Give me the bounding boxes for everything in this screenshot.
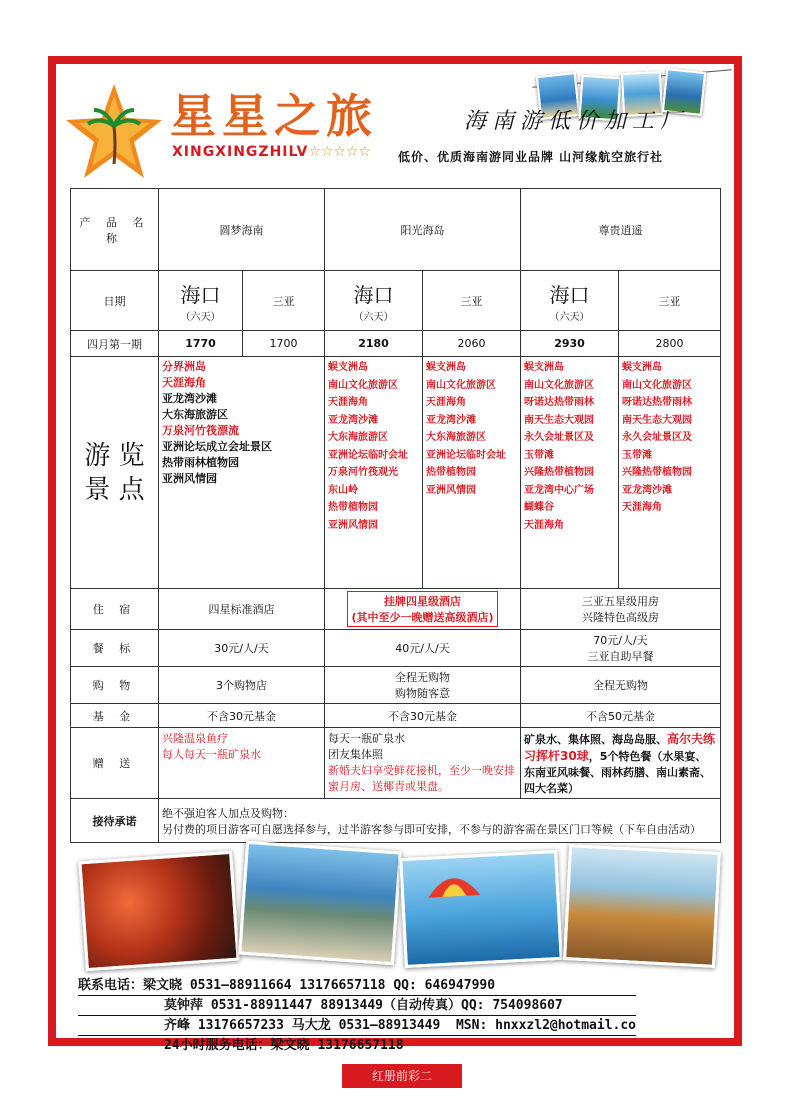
- sanya-cell: 三亚: [423, 271, 521, 331]
- spot-item: 天涯海角: [622, 502, 662, 513]
- spot-item: 南山文化旅游区: [328, 379, 398, 391]
- date-label: 日期: [71, 271, 159, 331]
- shopping-label: 购 物: [71, 667, 159, 704]
- spot-item: 亚龙湾沙滩: [426, 414, 476, 426]
- tagline: 低价、优质海南游同业品牌 山河缘航空旅行社: [398, 150, 664, 164]
- contact-line: 齐峰 13176657233 马大龙 0531—88913449 MSN: hnxxzl2@hotmail.co: [78, 1016, 636, 1036]
- fund-value: 不含30元基金: [159, 704, 325, 728]
- product-name: 尊贵逍遥: [521, 189, 721, 271]
- tour-comparison-table: [70, 188, 721, 843]
- spot-item: 呀诺达热带雨林: [622, 397, 692, 408]
- haikou-cell: 海口 （六天）: [159, 271, 243, 331]
- page-footer-label: 红册前彩二: [342, 1064, 462, 1088]
- photo-gallery: [70, 844, 720, 972]
- spot-item: 兴隆热带植物园: [622, 467, 692, 478]
- spot-item: 南山文化旅游区: [524, 379, 594, 391]
- spot-item: 亚洲风情园: [162, 472, 217, 485]
- contact-line: 莫钟萍 0531-88911447 88913449（自动传真）QQ: 754098607: [78, 996, 636, 1016]
- spot-item: 永久会址景区及: [524, 432, 594, 443]
- spot-item: 万泉河竹筏观光: [328, 467, 398, 478]
- meal-value: 30元/人/天: [159, 630, 325, 667]
- sanya-cell: 三亚: [619, 271, 721, 331]
- gift-value: 矿泉水、集体照、海岛岛服、高尔夫练习挥杆30球，5个特色餐（水果宴、东南亚风味餐、雨林药膳、南山素斋、四大名菜）: [521, 728, 721, 799]
- spot-list: [159, 357, 325, 589]
- spot-item: 亚龙湾沙滩: [162, 392, 217, 405]
- temple-photo: [563, 844, 721, 968]
- gift-value: 每天一瓶矿泉水 团友集体照 新婚夫妇享受鲜花接机，至少一晚安排蜜月房、送椰青或果盘。: [325, 728, 521, 799]
- promise-value: 绝不强迫客人加点及购物： 另付费的项目游客可自愿选择参与，过半游客参与即可安排，不参与的游客需在景区门口等候（下车自由活动）: [159, 799, 721, 843]
- hotel-value: 四星标准酒店: [159, 589, 325, 630]
- spot-item: 亚龙湾沙滩: [622, 484, 672, 496]
- brand-chinese-name: 星星之旅: [170, 89, 378, 143]
- gift-value: 兴隆温泉鱼疗 每人每天一瓶矿泉水: [159, 728, 325, 799]
- spot-item: 兴隆热带植物园: [524, 467, 594, 478]
- spot-item: 天涯海角: [426, 397, 466, 408]
- shopping-value: 3个购物店: [159, 667, 325, 704]
- meal-value: 70元/人/天 三亚自助早餐: [521, 630, 721, 667]
- spot-item: 玉带滩: [524, 449, 554, 461]
- spot-list: [423, 357, 521, 589]
- spot-list: [619, 357, 721, 589]
- seafood-photo: [78, 851, 239, 971]
- spot-item: 亚龙湾沙滩: [328, 414, 378, 426]
- spot-item: 亚洲风情园: [426, 484, 476, 496]
- product-label: 产 品 名 称: [71, 189, 159, 271]
- price: 1700: [243, 331, 325, 357]
- period-label: 四月第一期: [71, 331, 159, 357]
- spot-item: 万泉河竹筏漂流: [162, 424, 239, 437]
- spot-item: 分界洲岛: [162, 360, 206, 373]
- beach-rocks-photo: [238, 841, 402, 966]
- spot-item: 南天生态大观园: [524, 414, 594, 426]
- hotel-value: 挂牌四星级酒店 (其中至少一晚赠送高级酒店): [325, 589, 521, 630]
- gift-label: 赠 送: [71, 728, 159, 799]
- contact-line: 24小时服务电话：梁文晓 13176657118: [164, 1038, 404, 1053]
- spot-item: 热带植物园: [426, 467, 476, 478]
- shopping-value: 全程无购物: [521, 667, 721, 704]
- haikou-cell: 海口 （六天）: [521, 271, 619, 331]
- contact-info: [78, 976, 636, 1055]
- spot-item: 东山岭: [328, 484, 358, 496]
- product-name: 阳光海岛: [325, 189, 521, 271]
- spot-item: 亚洲论坛临时会址: [328, 449, 408, 461]
- spot-item: 永久会址景区及: [622, 432, 692, 443]
- spot-list: [521, 357, 619, 589]
- spot-list: [325, 357, 423, 589]
- poster: [52, 60, 738, 1053]
- spot-item: 蜈支洲岛: [426, 362, 466, 373]
- fund-value: 不含50元基金: [521, 704, 721, 728]
- palm-star-logo-icon: [64, 82, 164, 182]
- spot-item: 蝴蝶谷: [524, 502, 554, 513]
- price: 1770: [159, 331, 243, 357]
- price: 2060: [423, 331, 521, 357]
- fund-value: 不含30元基金: [325, 704, 521, 728]
- meal-value: 40元/人/天: [325, 630, 521, 667]
- spot-item: 热带雨林植物园: [162, 456, 239, 469]
- spot-item: 南天生态大观园: [622, 414, 692, 426]
- spot-item: 南山文化旅游区: [622, 379, 692, 391]
- spot-item: 亚洲风情园: [328, 519, 378, 531]
- hotel-label: 住 宿: [71, 589, 159, 630]
- spot-item: 天涯海角: [328, 397, 368, 408]
- spot-item: 天涯海角: [162, 376, 206, 389]
- spot-item: 亚洲论坛临时会址: [426, 449, 506, 461]
- spot-item: 大东海旅游区: [426, 432, 486, 443]
- spot-item: 蜈支洲岛: [622, 362, 662, 373]
- spot-item: 天涯海角: [524, 519, 564, 531]
- spots-label: 游 览 景 点: [71, 357, 159, 589]
- price: 2800: [619, 331, 721, 357]
- product-name: 圆梦海南: [159, 189, 325, 271]
- handwritten-slogan: 海南游低价加工厂: [464, 109, 689, 134]
- spot-item: 大东海旅游区: [328, 432, 388, 443]
- hotel-value: 三亚五星级用房 兴隆特色高级房: [521, 589, 721, 630]
- meal-label: 餐 标: [71, 630, 159, 667]
- price: 2930: [521, 331, 619, 357]
- spot-item: 呀诺达热带雨林: [524, 397, 594, 408]
- brand-english-name: XINGXINGZHILV☆☆☆☆☆: [172, 144, 372, 160]
- parasailing-photo: [399, 850, 563, 968]
- spot-item: 蜈支洲岛: [328, 362, 368, 373]
- sanya-cell: 三亚: [243, 271, 325, 331]
- spot-item: 玉带滩: [622, 449, 652, 461]
- spot-item: 大东海旅游区: [162, 408, 228, 421]
- shopping-value: 全程无购物 购物随客意: [325, 667, 521, 704]
- spot-item: 蜈支洲岛: [524, 362, 564, 373]
- spot-item: 亚洲论坛成立会址景区: [162, 440, 272, 453]
- spot-item: 南山文化旅游区: [426, 379, 496, 391]
- contact-line: 联系电话：梁文晓 0531—88911664 13176657118 QQ: 646947990: [78, 976, 636, 996]
- spot-item: 亚龙湾中心广场: [524, 484, 594, 496]
- spot-item: 热带植物园: [328, 502, 378, 513]
- fund-label: 基 金: [71, 704, 159, 728]
- price: 2180: [325, 331, 423, 357]
- promise-label: 接待承诺: [71, 799, 159, 843]
- haikou-cell: 海口 （六天）: [325, 271, 423, 331]
